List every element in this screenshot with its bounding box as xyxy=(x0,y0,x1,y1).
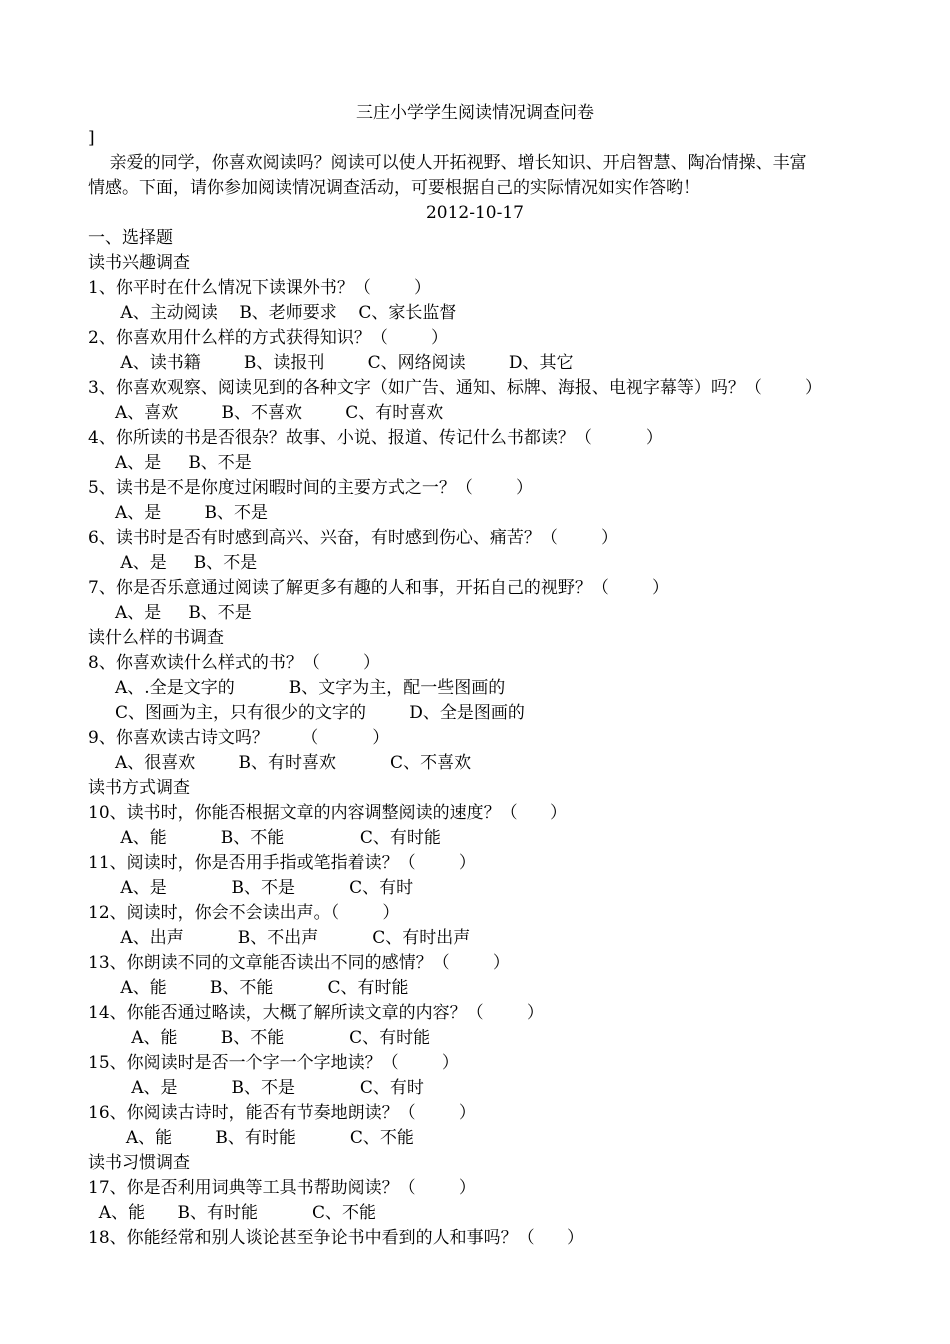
intro-paragraph-line-2: 情感。下面，请你参加阅读情况调查活动，可要根据自己的实际情况如实作答哟！ xyxy=(88,178,700,198)
question-10: 10、读书时，你能否根据文章的内容调整阅读的速度？（ ） xyxy=(88,803,568,823)
question-9: 9、你喜欢读古诗文吗？ （ ） xyxy=(88,728,390,748)
subsection-heading: 读书方式调查 xyxy=(88,778,190,798)
question-13: 13、你朗读不同的文章能否读出不同的感情？（ ） xyxy=(88,953,510,973)
question-15: 15、你阅读时是否一个字一个字地读？（ ） xyxy=(88,1053,459,1073)
question-8-options: A、.全是文字的 B、文字为主，配一些图画的 xyxy=(88,678,506,698)
intro-paragraph-line-1: 亲爱的同学，你喜欢阅读吗？阅读可以使人开拓视野、增长知识、开启智慧、陶冶情操、丰富 xyxy=(88,153,807,173)
question-5: 5、读书是不是你度过闲暇时间的主要方式之一？（ ） xyxy=(88,478,534,498)
question-17: 17、你是否利用词典等工具书帮助阅读？（ ） xyxy=(88,1178,476,1198)
question-4: 4、你所读的书是否很杂？故事、小说、报道、传记什么书都读？（ ） xyxy=(88,428,663,448)
question-13-options: A、能 B、不能 C、有时能 xyxy=(88,978,409,998)
subsection-heading: 读什么样的书调查 xyxy=(88,628,224,648)
question-18: 18、你能经常和别人谈论甚至争论书中看到的人和事吗？（ ） xyxy=(88,1228,585,1248)
question-1: 1、你平时在什么情况下读课外书？（ ） xyxy=(88,278,432,298)
subsection-heading: 读书兴趣调查 xyxy=(88,253,190,273)
question-17-options: A、能 B、有时能 C、不能 xyxy=(88,1203,377,1223)
question-8-options: C、图画为主，只有很少的文字的 D、全是图画的 xyxy=(88,703,525,723)
question-12-options: A、出声 B、不出声 C、有时出声 xyxy=(88,928,471,948)
question-9-options: A、很喜欢 B、有时喜欢 C、不喜欢 xyxy=(88,753,472,773)
stray-mark: ] xyxy=(88,128,95,148)
subsection-heading: 读书习惯调查 xyxy=(88,1153,190,1173)
question-15-options: A、是 B、不是 C、有时 xyxy=(88,1078,424,1098)
question-6: 6、读书时是否有时感到高兴、兴奋，有时感到伤心、痛苦？（ ） xyxy=(88,528,619,548)
question-10-options: A、能 B、不能 C、有时能 xyxy=(88,828,441,848)
question-3: 3、你喜欢观察、阅读见到的各种文字（如广告、通知、标牌、海报、电视字幕等）吗？（ ） xyxy=(88,378,823,398)
question-3-options: A、喜欢 B、不喜欢 C、有时喜欢 xyxy=(88,403,444,423)
section-heading: 一、选择题 xyxy=(88,228,173,248)
question-14-options: A、能 B、不能 C、有时能 xyxy=(88,1028,431,1048)
question-2: 2、你喜欢用什么样的方式获得知识？（ ） xyxy=(88,328,449,348)
question-5-options: A、是 B、不是 xyxy=(88,503,269,523)
question-4-options: A、是 B、不是 xyxy=(88,453,252,473)
question-16: 16、你阅读古诗时，能否有节奏地朗读？（ ） xyxy=(88,1103,476,1123)
question-2-options: A、读书籍 B、读报刊 C、网络阅读 D、其它 xyxy=(88,353,574,373)
question-11-options: A、是 B、不是 C、有时 xyxy=(88,878,414,898)
question-7: 7、你是否乐意通过阅读了解更多有趣的人和事，开拓自己的视野？（ ） xyxy=(88,578,670,598)
page-title: 三庄小学学生阅读情况调查问卷 xyxy=(356,103,594,123)
question-11: 11、阅读时，你是否用手指或笔指着读？（ ） xyxy=(88,853,476,873)
survey-date: 2012-10-17 xyxy=(425,203,524,223)
question-1-options: A、主动阅读 B、老师要求 C、家长监督 xyxy=(88,303,457,323)
question-14: 14、你能否通过略读，大概了解所读文章的内容？（ ） xyxy=(88,1003,544,1023)
question-7-options: A、是 B、不是 xyxy=(88,603,252,623)
question-12: 12、阅读时，你会不会读出声。（ ） xyxy=(88,903,400,923)
question-16-options: A、能 B、有时能 C、不能 xyxy=(88,1128,414,1148)
question-8: 8、你喜欢读什么样式的书？（ ） xyxy=(88,653,381,673)
question-6-options: A、是 B、不是 xyxy=(88,553,258,573)
